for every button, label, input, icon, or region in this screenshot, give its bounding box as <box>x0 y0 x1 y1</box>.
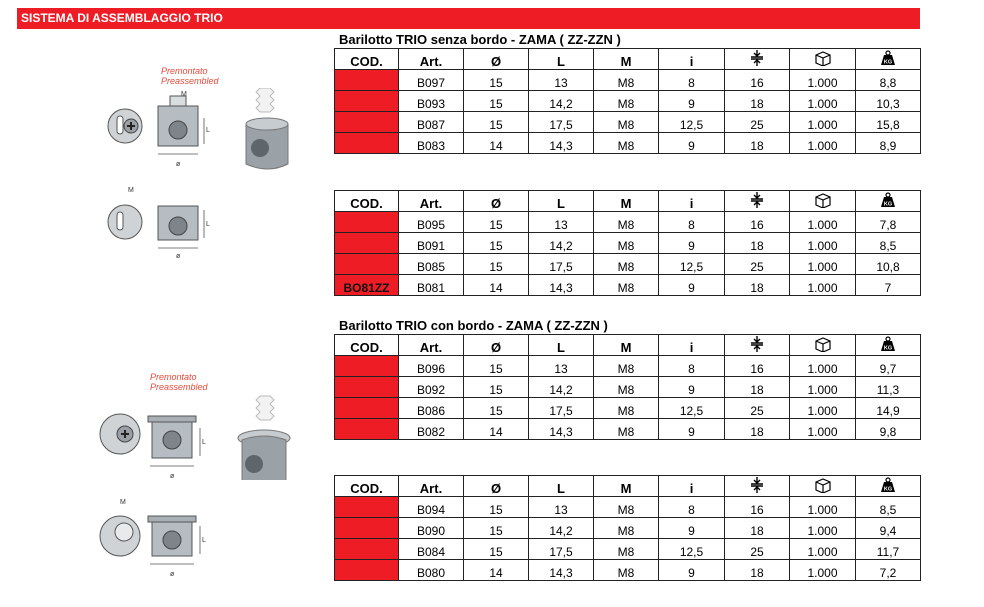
cell-cod <box>335 212 399 233</box>
cell-m: M8 <box>594 377 659 398</box>
cell-i: 9 <box>659 419 725 440</box>
cell-diameter: 15 <box>464 233 529 254</box>
cell-weight: 11,7 <box>856 539 921 560</box>
cell-i: 9 <box>659 133 725 154</box>
cell-diameter: 15 <box>464 254 529 275</box>
cell-weight: 8,5 <box>856 233 921 254</box>
table-row <box>335 497 921 518</box>
cell-weight: 7 <box>856 275 921 296</box>
cell-art: B090 <box>399 518 464 539</box>
drawing-dim-m: M <box>128 187 134 194</box>
cell-l: 14,2 <box>529 233 594 254</box>
cell-i: 9 <box>659 377 725 398</box>
cell-height: 18 <box>725 133 790 154</box>
col-header-l: L <box>529 476 594 497</box>
drawing-dim-diameter: ø <box>176 253 181 260</box>
cell-i: 9 <box>659 275 725 296</box>
technical-drawing <box>92 494 222 578</box>
spec-table <box>334 475 921 581</box>
col-header-diameter: Ø <box>464 476 529 497</box>
cell-l: 14,3 <box>529 133 594 154</box>
cell-height: 18 <box>725 233 790 254</box>
cell-art: B086 <box>399 398 464 419</box>
product-photo <box>238 396 290 480</box>
cell-l: 17,5 <box>529 398 594 419</box>
cell-m: M8 <box>594 356 659 377</box>
cell-cod <box>335 91 399 112</box>
cell-i: 9 <box>659 518 725 539</box>
cell-art: B092 <box>399 377 464 398</box>
cell-art: B081 <box>399 275 464 296</box>
table-row <box>335 377 921 398</box>
drawing-dim-l: L <box>206 127 210 134</box>
cell-diameter: 14 <box>464 275 529 296</box>
cell-pack-qty: 1.000 <box>790 539 856 560</box>
kg-text: KG <box>883 201 893 207</box>
cell-art: B087 <box>399 112 464 133</box>
col-header-m: M <box>594 191 659 212</box>
table-header-row <box>335 49 921 70</box>
cell-height: 25 <box>725 398 790 419</box>
cell-m: M8 <box>594 539 659 560</box>
cell-weight: 14,9 <box>856 398 921 419</box>
cell-i: 12,5 <box>659 254 725 275</box>
cell-i: 12,5 <box>659 539 725 560</box>
cell-weight: 11,3 <box>856 377 921 398</box>
section-title-no-edge: Barilotto TRIO senza bordo - ZAMA ( ZZ-ZZN ) <box>339 32 621 47</box>
table-row <box>335 398 921 419</box>
cell-pack-qty: 1.000 <box>790 356 856 377</box>
cell-height: 18 <box>725 91 790 112</box>
cell-pack-qty: 1.000 <box>790 560 856 581</box>
cell-art: B084 <box>399 539 464 560</box>
cell-l: 17,5 <box>529 254 594 275</box>
cell-pack-qty: 1.000 <box>790 112 856 133</box>
drawing-dim-l: L <box>206 221 210 228</box>
cell-cod <box>335 419 399 440</box>
cell-diameter: 15 <box>464 539 529 560</box>
col-header-diameter: Ø <box>464 191 529 212</box>
product-photo <box>246 88 288 169</box>
cell-cod <box>335 518 399 539</box>
kg-text: KG <box>883 486 893 492</box>
cell-m: M8 <box>594 275 659 296</box>
cell-diameter: 15 <box>464 212 529 233</box>
table-row <box>335 254 921 275</box>
cell-height: 25 <box>725 112 790 133</box>
cell-pack-qty: 1.000 <box>790 518 856 539</box>
cell-pack-qty: 1.000 <box>790 419 856 440</box>
cell-height: 18 <box>725 377 790 398</box>
kg-weight-icon <box>856 49 921 70</box>
cell-l: 13 <box>529 356 594 377</box>
cell-l: 13 <box>529 70 594 91</box>
table-row <box>335 233 921 254</box>
cell-l: 13 <box>529 212 594 233</box>
cell-m: M8 <box>594 560 659 581</box>
height-arrows-icon <box>725 476 790 497</box>
col-header-art: Art. <box>399 335 464 356</box>
cell-l: 14,3 <box>529 419 594 440</box>
cell-i: 9 <box>659 560 725 581</box>
cell-weight: 10,8 <box>856 254 921 275</box>
col-header-i: i <box>659 191 725 212</box>
cell-m: M8 <box>594 212 659 233</box>
preassembled-label: Premontato Preassembled <box>150 372 208 392</box>
col-header-art: Art. <box>399 191 464 212</box>
cell-art: B095 <box>399 212 464 233</box>
cell-cod: BO81ZZ <box>335 275 399 296</box>
cell-l: 14,3 <box>529 560 594 581</box>
technical-drawing-preassembled <box>92 394 302 480</box>
cell-l: 14,2 <box>529 518 594 539</box>
cell-height: 16 <box>725 497 790 518</box>
cell-pack-qty: 1.000 <box>790 377 856 398</box>
table-row <box>335 91 921 112</box>
box-icon <box>790 49 856 70</box>
table-row <box>335 518 921 539</box>
col-header-cod: COD. <box>335 49 399 70</box>
kg-text: KG <box>883 59 893 65</box>
cell-cod <box>335 356 399 377</box>
col-header-art: Art. <box>399 49 464 70</box>
cell-m: M8 <box>594 419 659 440</box>
kg-weight-icon <box>856 335 921 356</box>
cell-art: B096 <box>399 356 464 377</box>
cell-height: 25 <box>725 254 790 275</box>
drawing-dim-m: M <box>120 499 126 506</box>
cell-diameter: 15 <box>464 377 529 398</box>
cell-art: B097 <box>399 70 464 91</box>
col-header-i: i <box>659 335 725 356</box>
cell-cod <box>335 560 399 581</box>
cell-i: 8 <box>659 356 725 377</box>
spec-table <box>334 334 921 440</box>
cell-height: 25 <box>725 539 790 560</box>
cell-cod <box>335 233 399 254</box>
col-header-cod: COD. <box>335 191 399 212</box>
table-row <box>335 212 921 233</box>
cell-height: 18 <box>725 419 790 440</box>
cell-weight: 15,8 <box>856 112 921 133</box>
cell-i: 8 <box>659 497 725 518</box>
cell-l: 14,2 <box>529 91 594 112</box>
cell-weight: 8,5 <box>856 497 921 518</box>
cell-height: 16 <box>725 356 790 377</box>
cell-diameter: 14 <box>464 133 529 154</box>
cell-weight: 8,8 <box>856 70 921 91</box>
technical-drawing-preassembled <box>100 88 300 170</box>
kg-text: KG <box>883 345 893 351</box>
cell-i: 9 <box>659 91 725 112</box>
cell-weight: 9,7 <box>856 356 921 377</box>
cell-weight: 9,8 <box>856 419 921 440</box>
cell-height: 18 <box>725 560 790 581</box>
cell-cod <box>335 377 399 398</box>
cell-l: 17,5 <box>529 112 594 133</box>
cell-pack-qty: 1.000 <box>790 70 856 91</box>
cell-diameter: 15 <box>464 518 529 539</box>
height-arrows-icon <box>725 191 790 212</box>
drawing-dim-l: L <box>202 537 206 544</box>
kg-weight-icon <box>856 191 921 212</box>
col-header-diameter: Ø <box>464 49 529 70</box>
cell-diameter: 14 <box>464 419 529 440</box>
technical-drawing <box>100 186 220 262</box>
cell-cod <box>335 112 399 133</box>
cell-cod <box>335 133 399 154</box>
cell-pack-qty: 1.000 <box>790 133 856 154</box>
header-banner <box>17 8 920 29</box>
cell-m: M8 <box>594 70 659 91</box>
cell-weight: 8,9 <box>856 133 921 154</box>
cell-pack-qty: 1.000 <box>790 233 856 254</box>
col-header-m: M <box>594 49 659 70</box>
box-icon <box>790 335 856 356</box>
drawing-dim-m: M <box>181 91 187 98</box>
col-header-m: M <box>594 335 659 356</box>
cell-m: M8 <box>594 398 659 419</box>
col-header-l: L <box>529 335 594 356</box>
table-header-row <box>335 335 921 356</box>
cell-m: M8 <box>594 133 659 154</box>
cell-weight: 10,3 <box>856 91 921 112</box>
cell-height: 16 <box>725 212 790 233</box>
cell-i: 12,5 <box>659 112 725 133</box>
cell-l: 14,3 <box>529 275 594 296</box>
col-header-i: i <box>659 49 725 70</box>
page-title: SISTEMA DI ASSEMBLAGGIO TRIO <box>21 11 223 25</box>
table-row <box>335 560 921 581</box>
table-row <box>335 133 921 154</box>
cell-art: B083 <box>399 133 464 154</box>
col-header-m: M <box>594 476 659 497</box>
cell-i: 8 <box>659 212 725 233</box>
cell-pack-qty: 1.000 <box>790 275 856 296</box>
cell-l: 17,5 <box>529 539 594 560</box>
cell-art: B082 <box>399 419 464 440</box>
spec-table <box>334 190 921 296</box>
cell-diameter: 15 <box>464 497 529 518</box>
table-row <box>335 275 921 296</box>
cell-diameter: 15 <box>464 398 529 419</box>
cell-art: B085 <box>399 254 464 275</box>
col-header-cod: COD. <box>335 476 399 497</box>
height-arrows-icon <box>725 49 790 70</box>
cell-weight: 7,2 <box>856 560 921 581</box>
cell-art: B093 <box>399 91 464 112</box>
cell-diameter: 15 <box>464 91 529 112</box>
cell-m: M8 <box>594 254 659 275</box>
box-icon <box>790 476 856 497</box>
cell-cod <box>335 70 399 91</box>
cell-art: B080 <box>399 560 464 581</box>
drawing-dim-diameter: ø <box>170 571 175 578</box>
cell-height: 18 <box>725 518 790 539</box>
section-title-with-edge: Barilotto TRIO con bordo - ZAMA ( ZZ-ZZN ) <box>339 318 608 333</box>
col-header-l: L <box>529 191 594 212</box>
cell-l: 13 <box>529 497 594 518</box>
cell-l: 14,2 <box>529 377 594 398</box>
box-icon <box>790 191 856 212</box>
cell-pack-qty: 1.000 <box>790 91 856 112</box>
cell-m: M8 <box>594 497 659 518</box>
drawing-dim-diameter: ø <box>176 161 181 168</box>
col-header-i: i <box>659 476 725 497</box>
cell-i: 12,5 <box>659 398 725 419</box>
table-row <box>335 112 921 133</box>
table-row <box>335 419 921 440</box>
col-header-cod: COD. <box>335 335 399 356</box>
col-header-art: Art. <box>399 476 464 497</box>
cell-m: M8 <box>594 112 659 133</box>
table-row <box>335 70 921 91</box>
cell-diameter: 15 <box>464 356 529 377</box>
cell-cod <box>335 539 399 560</box>
table-header-row <box>335 476 921 497</box>
cell-i: 8 <box>659 70 725 91</box>
table-row <box>335 539 921 560</box>
table-row <box>335 356 921 377</box>
cell-pack-qty: 1.000 <box>790 254 856 275</box>
cell-m: M8 <box>594 233 659 254</box>
drawing-dim-l: L <box>202 439 206 446</box>
height-arrows-icon <box>725 335 790 356</box>
cell-art: B094 <box>399 497 464 518</box>
drawing-dim-diameter: ø <box>170 473 175 480</box>
cell-i: 9 <box>659 233 725 254</box>
preassembled-label: Premontato Preassembled <box>161 66 219 86</box>
cell-diameter: 15 <box>464 112 529 133</box>
table-header-row <box>335 191 921 212</box>
cell-weight: 9,4 <box>856 518 921 539</box>
col-header-diameter: Ø <box>464 335 529 356</box>
cell-cod <box>335 254 399 275</box>
cell-weight: 7,8 <box>856 212 921 233</box>
spec-table <box>334 48 921 154</box>
cell-art: B091 <box>399 233 464 254</box>
cell-m: M8 <box>594 91 659 112</box>
cell-height: 18 <box>725 275 790 296</box>
cell-cod <box>335 497 399 518</box>
cell-pack-qty: 1.000 <box>790 497 856 518</box>
cell-diameter: 14 <box>464 560 529 581</box>
cell-cod <box>335 398 399 419</box>
cell-height: 16 <box>725 70 790 91</box>
kg-weight-icon <box>856 476 921 497</box>
cell-diameter: 15 <box>464 70 529 91</box>
cell-pack-qty: 1.000 <box>790 398 856 419</box>
cell-m: M8 <box>594 518 659 539</box>
cell-pack-qty: 1.000 <box>790 212 856 233</box>
col-header-l: L <box>529 49 594 70</box>
